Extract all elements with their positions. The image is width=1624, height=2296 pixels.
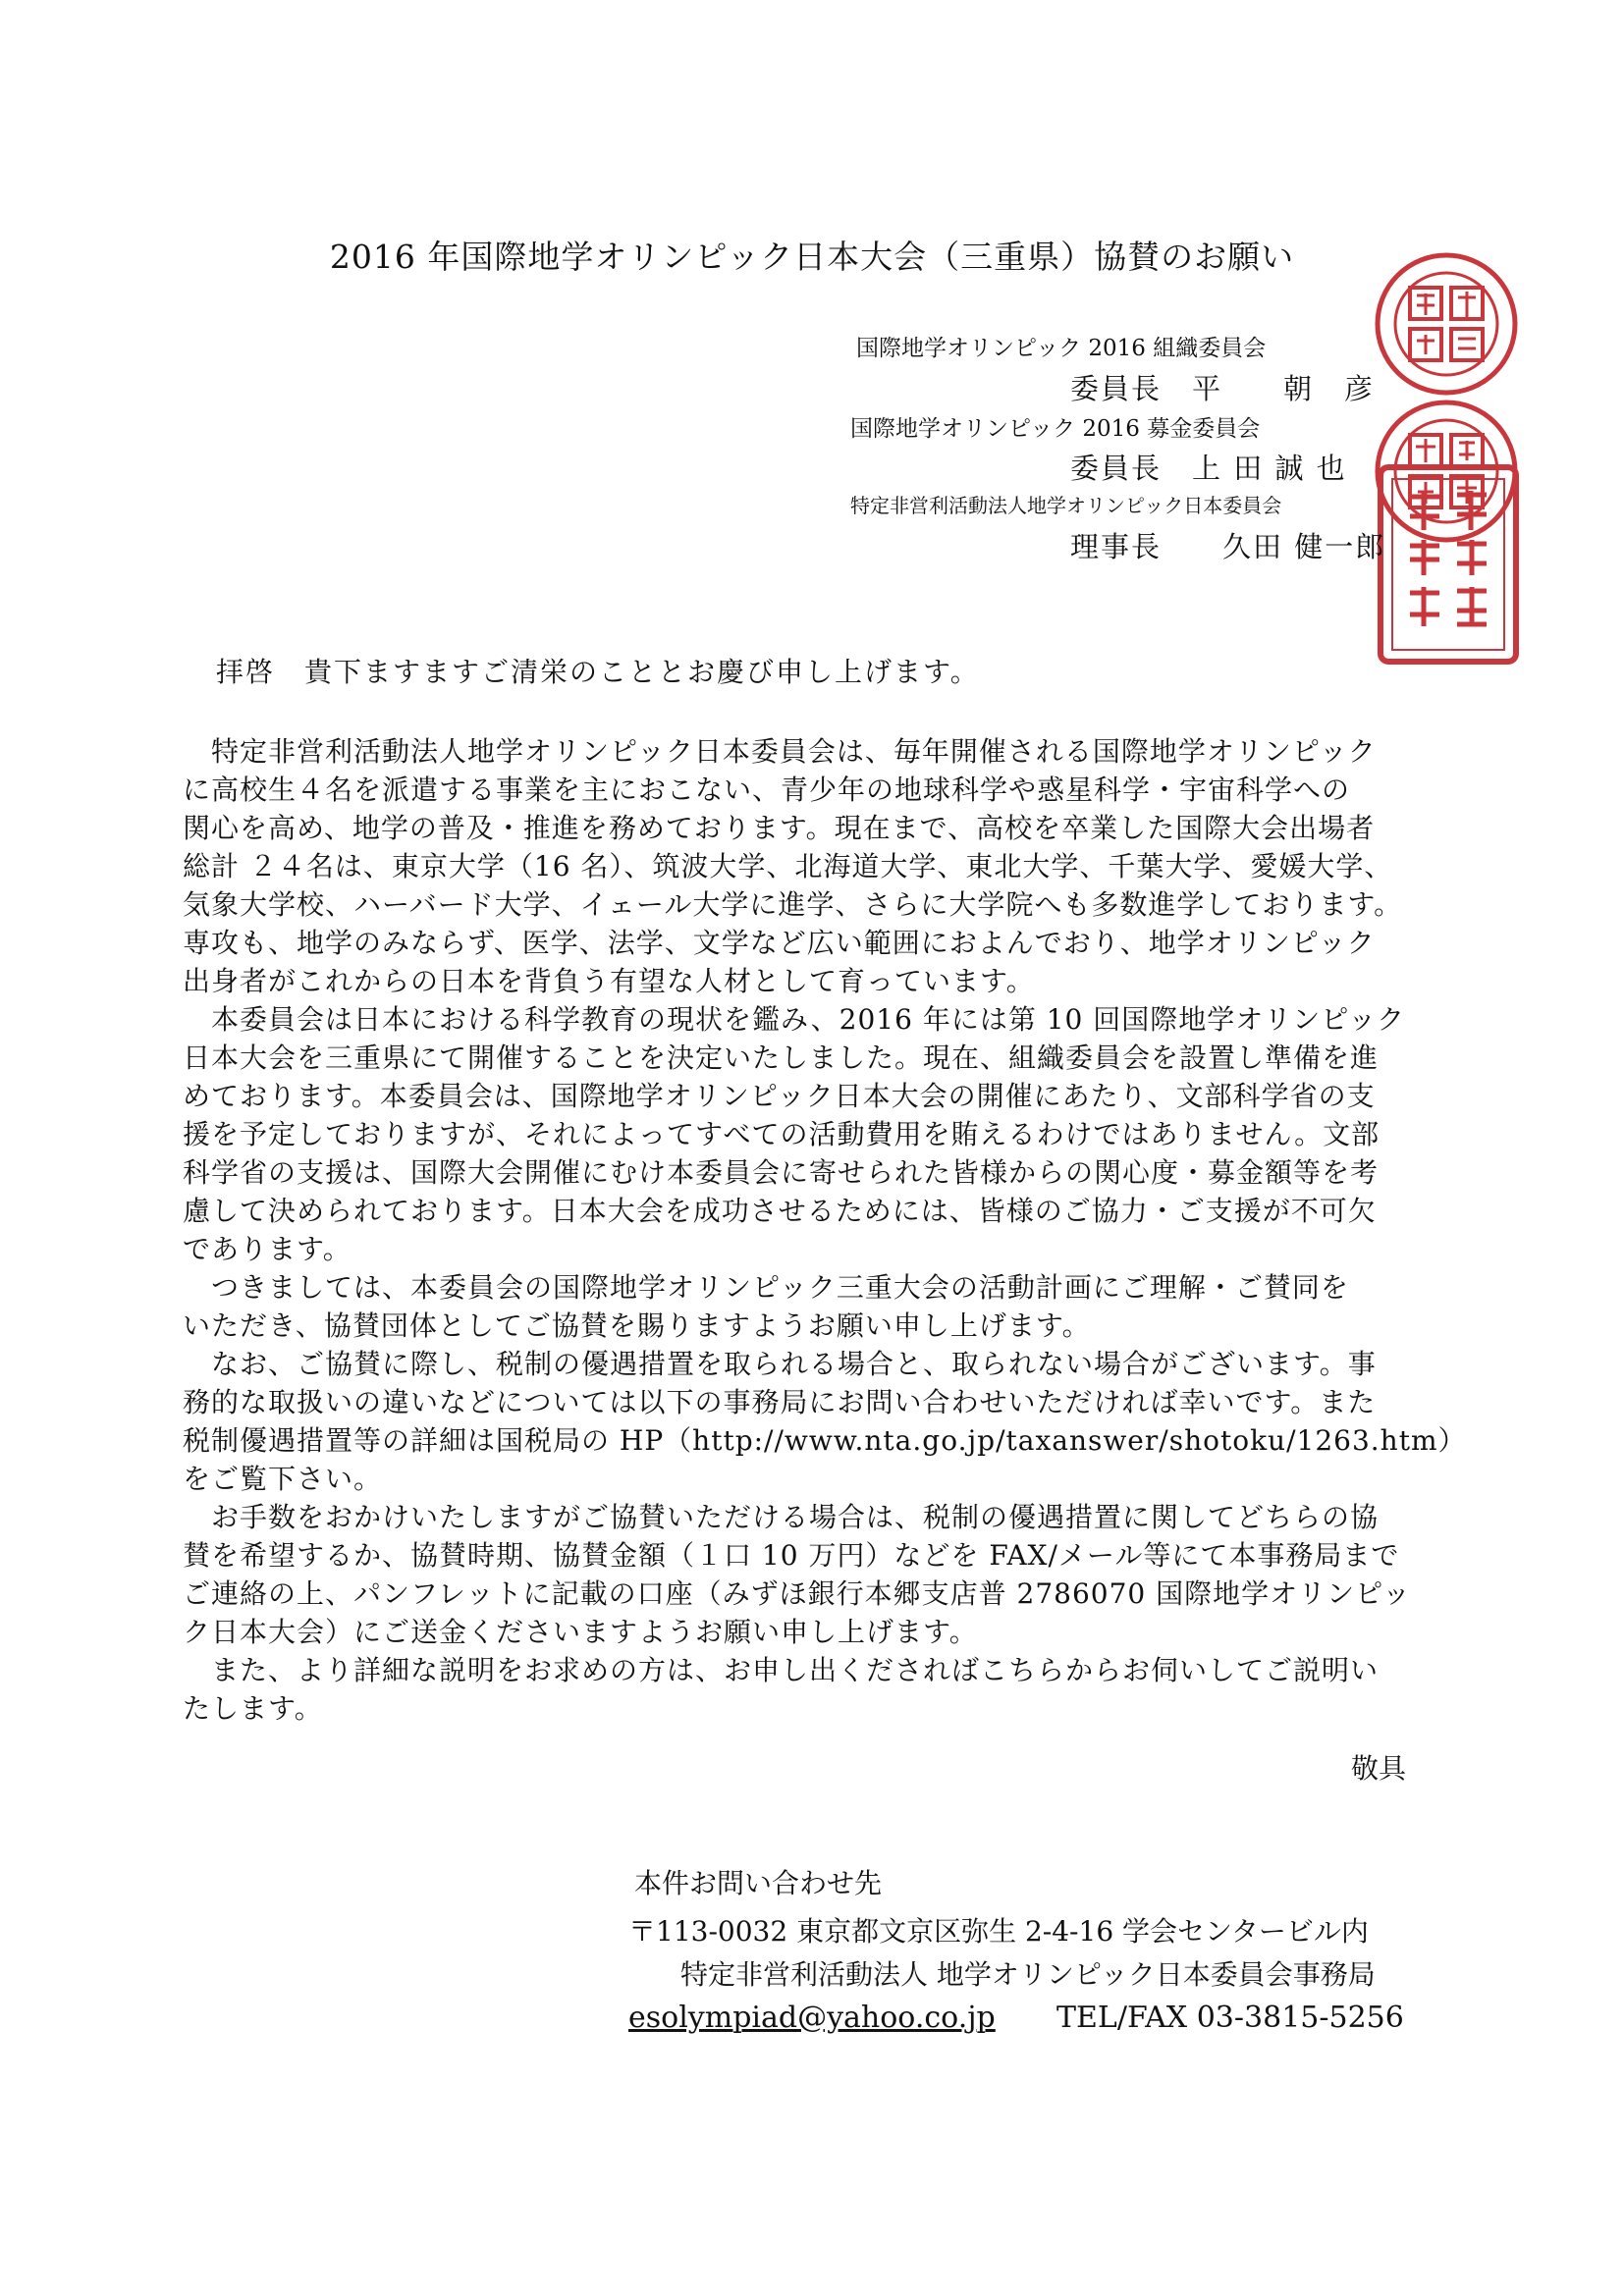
body-line: 慮して決められております。日本大会を成功させるためには、皆様のご協力・ご支援が不可欠 — [183, 1195, 1377, 1227]
body-line: 税制優遇措置等の詳細は国税局の HP（http://www.nta.go.jp/taxanswer/shotoku/1263.htm） — [183, 1424, 1467, 1457]
contact-organization: 特定非営利活動法人 地学オリンピック日本委員会事務局 — [680, 1958, 1376, 1991]
committee-square-seal-icon — [1375, 461, 1522, 667]
body-line: であります。 — [183, 1233, 352, 1265]
body-line: つきましては、本委員会の国際地学オリンピック三重大会の活動計画にご理解・ご賛同を — [183, 1271, 1349, 1304]
body-line: めております。本委員会は、国際地学オリンピック日本大会の開催にあたり、文部科学省の支 — [183, 1080, 1376, 1112]
body-line: 賛を希望するか、協賛時期、協賛金額（１口 10 万円）などを FAX/メール等にて本事務局まで — [183, 1539, 1400, 1572]
contact-address: 〒113-0032 東京都文京区弥生 2-4-16 学会センタービル内 — [628, 1915, 1369, 1948]
body-line: 専攻も、地学のみならず、医学、法学、文学など広い範囲におよんでおり、地学オリンピック — [183, 927, 1376, 959]
greeting: 拝啓 貴下ますますご清栄のこととお慶び申し上げます。 — [216, 656, 980, 688]
body-line: 総計 ２４名は、東京大学（16 名）、筑波大学、北海道大学、東北大学、千葉大学、愛媛大学、 — [183, 850, 1393, 882]
contact-tel-fax: TEL/FAX 03-3815-5256 — [1056, 2001, 1404, 2035]
signatory-org-3: 特定非営利活動法人地学オリンピック日本委員会 — [850, 494, 1282, 517]
body-line: 科学省の支援は、国際大会開催にむけ本委員会に寄せられた皆様からの関心度・募金額等を考 — [183, 1156, 1380, 1189]
signatory-chair-1: 委員長 平 朝 彦 — [1070, 372, 1376, 405]
signatory-org-2: 国際地学オリンピック 2016 募金委員会 — [850, 416, 1261, 442]
body-line: 務的な取扱いの違いなどについては以下の事務局にお問い合わせいただければ幸いです。また — [183, 1386, 1377, 1418]
body-line: 関心を高め、地学の普及・推進を務めております。現在まで、高校を卒業した国際大会出場者 — [183, 812, 1376, 844]
body-line: また、より詳細な説明をお求めの方は、お申し出くださればこちらからお伺いしてご説明い — [183, 1654, 1380, 1686]
organization-seal-icon — [1373, 250, 1520, 398]
body-line: ク日本大会）にご送金くださいますようお願い申し上げます。 — [183, 1616, 978, 1648]
page-title: 2016 年国際地学オリンピック日本大会（三重県）協賛のお願い — [329, 238, 1295, 276]
body-line: 日本大会を三重県にて開催することを決定いたしました。現在、組織委員会を設置し準備を進 — [183, 1041, 1380, 1074]
body-line: 出身者がこれからの日本を背負う有望な人材として育っています。 — [183, 965, 1035, 997]
contact-email-link[interactable]: esolympiad@yahoo.co.jp — [628, 2001, 996, 2035]
body-line: 援を予定しておりますが、それによってすべての活動費用を賄えるわけではありません。文部 — [183, 1118, 1380, 1150]
body-line: たします。 — [183, 1692, 323, 1725]
body-line: 気象大学校、ハーバード大学、イェール大学に進学、さらに大学院へも多数進学しております。 — [183, 888, 1403, 921]
body-line: に高校生４名を派遣する事業を主におこない、青少年の地球科学や惑星科学・宇宙科学への — [183, 774, 1351, 806]
body-line: なお、ご協賛に際し、税制の優遇措置を取られる場合と、取られない場合がございます。事 — [183, 1348, 1377, 1380]
body-line: いただき、協賛団体としてご協賛を賜りますようお願い申し上げます。 — [183, 1309, 1091, 1342]
body-line: 本委員会は日本における科学教育の現状を鑑み、2016 年には第 10 回国際地学オリンピック — [183, 1003, 1406, 1036]
body-line: ご連絡の上、パンフレットに記載の口座（みずほ銀行本郷支店普 2786070 国際地学オリンピッ — [183, 1577, 1411, 1610]
signatory-chair-2: 委員長 上 田 誠 也 — [1070, 452, 1347, 485]
body-line: 特定非営利活動法人地学オリンピック日本委員会は、毎年開催される国際地学オリンピック — [183, 735, 1377, 768]
signatory-chair-3: 理事長 久田 健一郎 — [1070, 530, 1386, 563]
signatory-org-1: 国際地学オリンピック 2016 組織委員会 — [856, 336, 1267, 361]
contact-heading: 本件お問い合わせ先 — [634, 1867, 883, 1899]
body-line: をご覧下さい。 — [183, 1463, 383, 1495]
body-line: お手数をおかけいたしますがご協賛いただける場合は、税制の優遇措置に関してどちらの協 — [183, 1501, 1380, 1533]
closing: 敬具 — [1351, 1752, 1407, 1785]
